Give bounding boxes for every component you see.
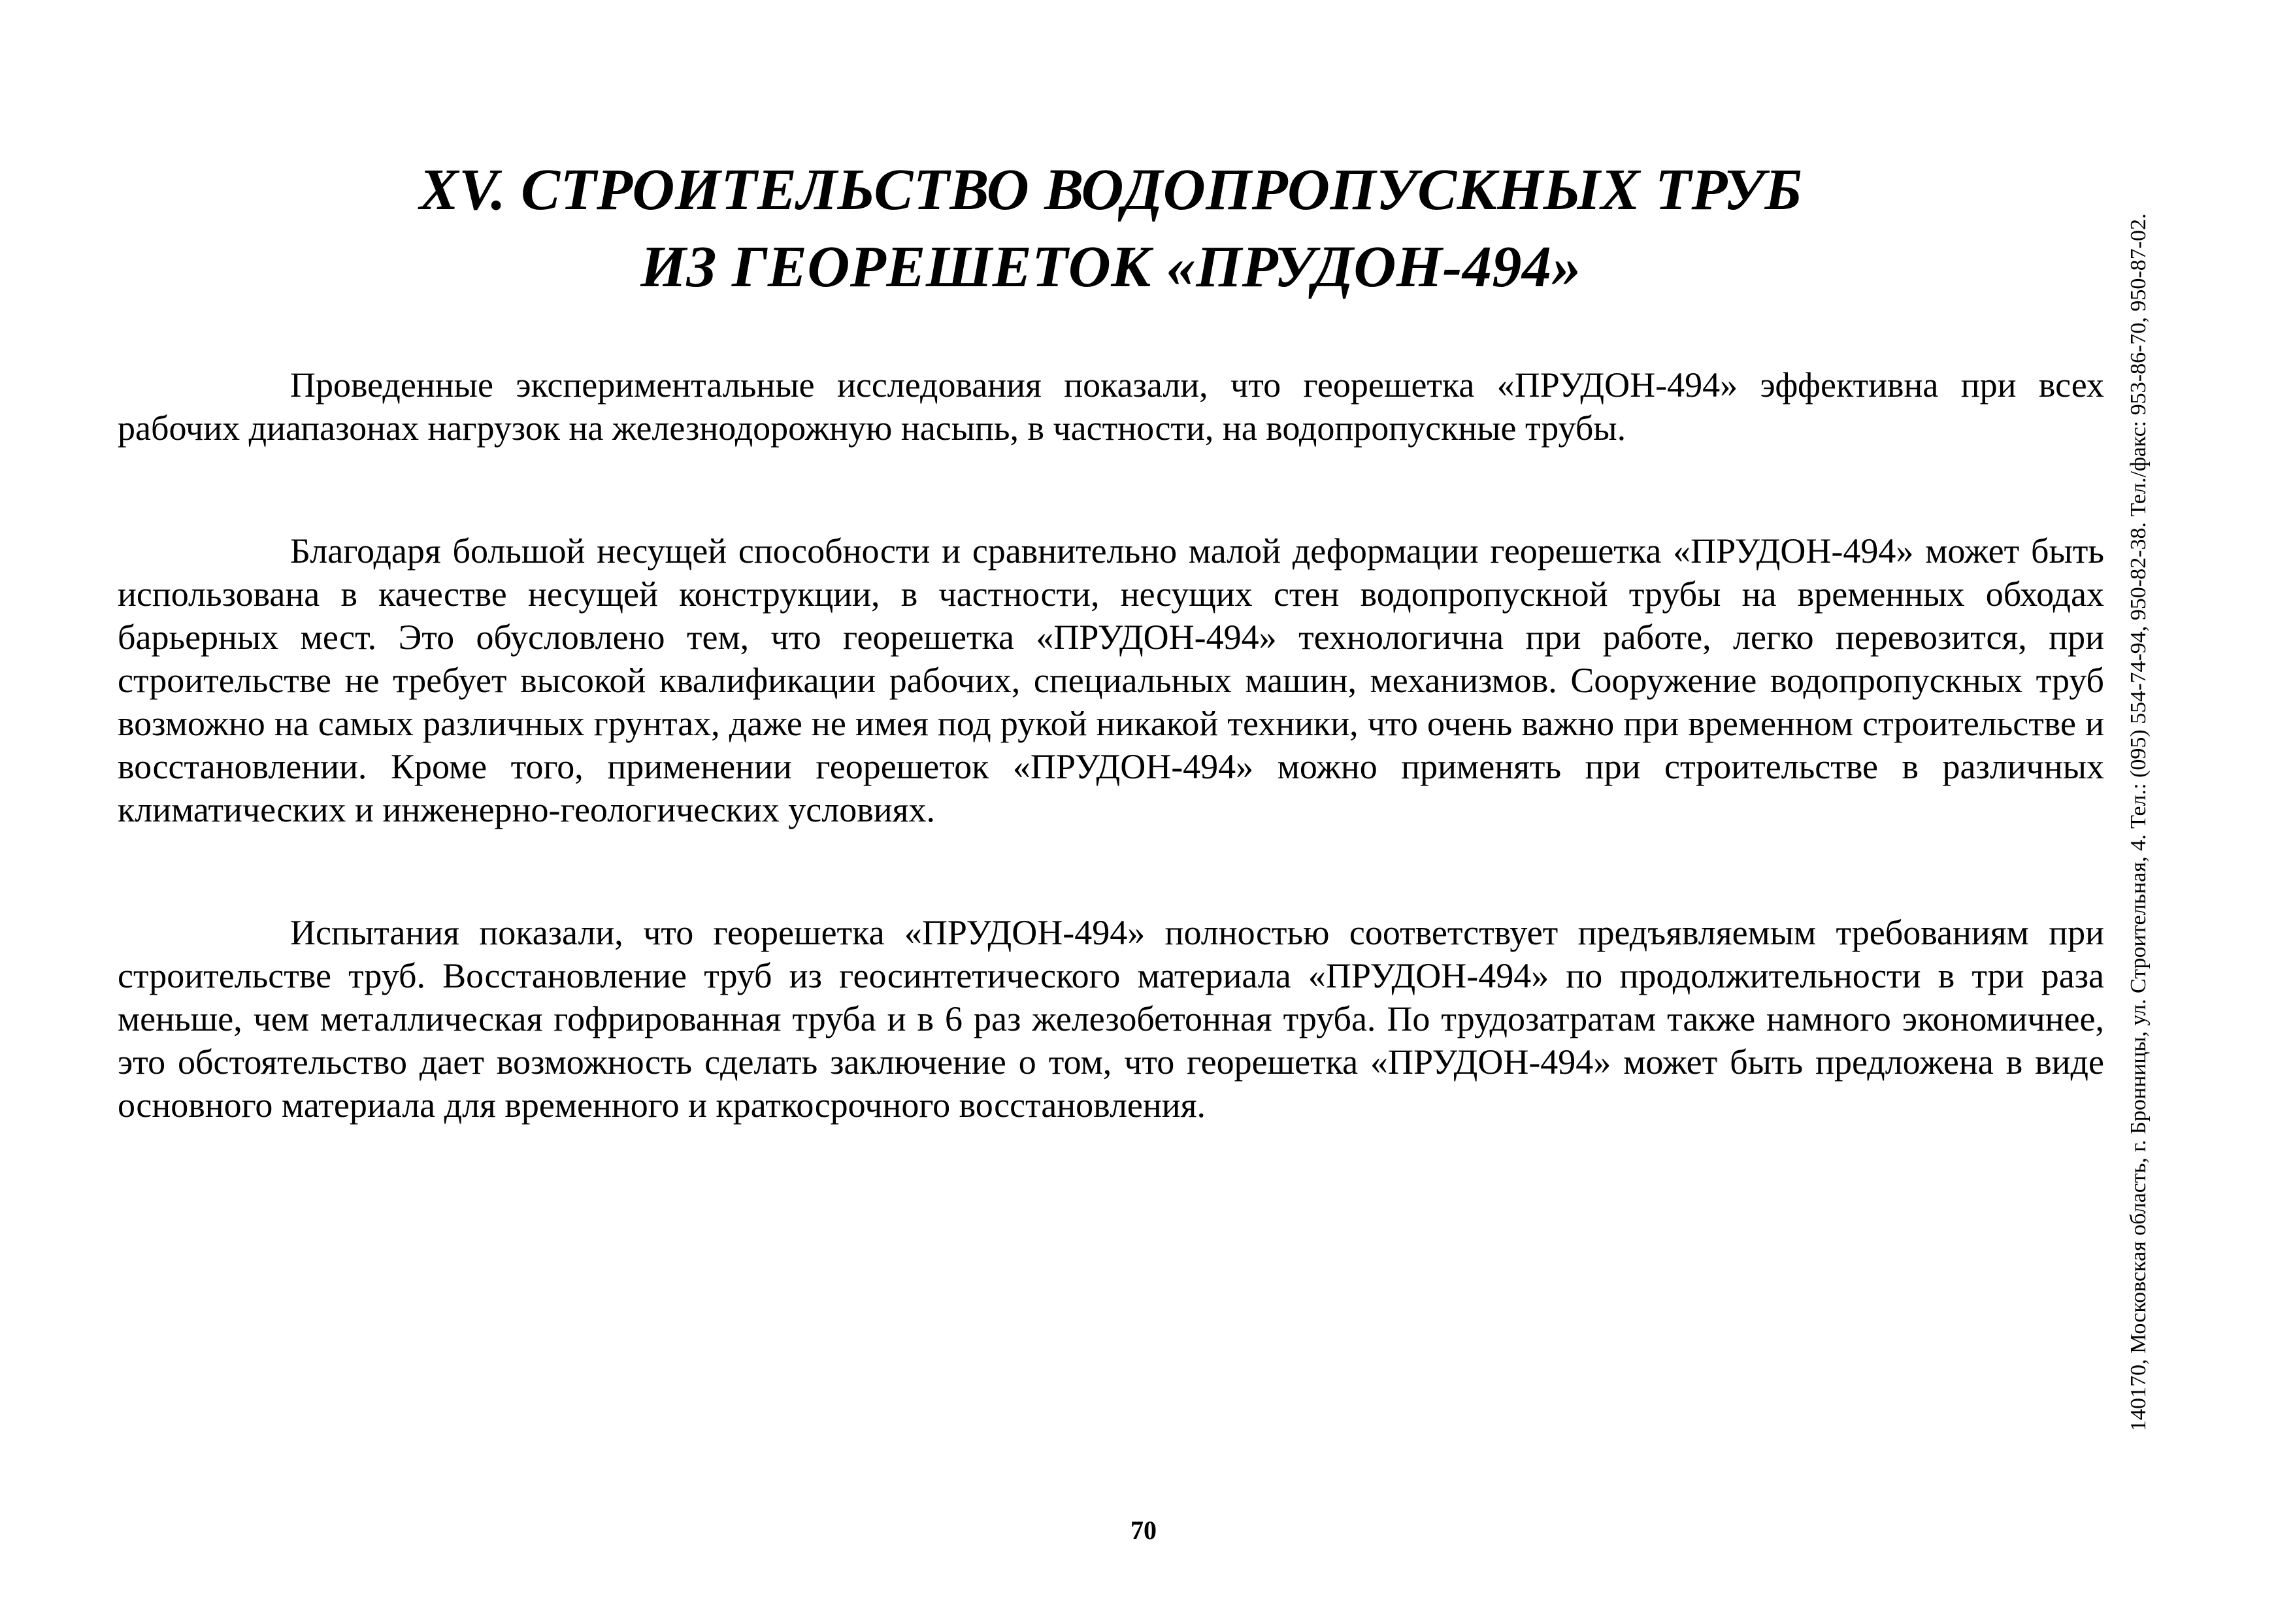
- page-title: [118, 152, 2104, 306]
- sidebar-contact-info: 140170, Московская область, г. Бронницы, ул. Строительная, 4. Тел.: (095) 554-74-94, 950-82-38. Тел./факс: 953-86-70, 950-87-02.: [2126, 213, 2151, 1431]
- page-number: 70: [1130, 1516, 1157, 1545]
- paragraph-1: Проведенные экспериментальные исследования показали, что георешетка «ПРУДОН-494» эффективна при всех рабочих диапазонах нагрузок на железнодорожную насыпь, в частности, на водопропускные трубы.: [118, 365, 2104, 448]
- title-line-2: ИЗ ГЕОРЕШЕТОК «ПРУДОН-494»: [640, 235, 1581, 299]
- paragraph-2: Благодаря большой несущей способности и сравнительно малой деформации георешетка «ПРУДОН-494» может быть использована в качестве несущей конструкции, в частности, несущих стен водопропускной трубы на временных обходах барьерных мест. Это обусловлено тем, что георешетка «ПРУДОН-494» технологична при работе, легко перевозится, при строительстве не требует высокой квалификации рабочих, специальных машин, механизмов. Сооружение водопропускных труб возможно на самых различных грунтах, даже не имея под рукой никакой техники, что очень важно при временном строительстве и восстановлении. Кроме того, применении георешеток «ПРУДОН-494» можно применять при строительстве в различных климатических и инженерно-геологических условиях.: [118, 531, 2104, 829]
- paragraph-3: Испытания показали, что георешетка «ПРУДОН-494» полностью соответствует предъявляемым требованиям при строительстве труб. Восстановление труб из геосинтетического материала «ПРУДОН-494» по продолжительности в три раза меньше, чем металлическая гофрированная труба и в 6 раз железобетонная труба. По трудозатратам также намного экономичнее, это обстоятельство дает возможность сделать заключение о том, что георешетка «ПРУДОН-494» может быть предложена в виде основного материала для временного и краткосрочного восстановления.: [118, 913, 2104, 1125]
- title-line-1: XV. СТРОИТЕЛЬСТВО ВОДОПРОПУСКНЫХ ТРУБ: [419, 157, 1803, 222]
- body-text: [118, 363, 2104, 1206]
